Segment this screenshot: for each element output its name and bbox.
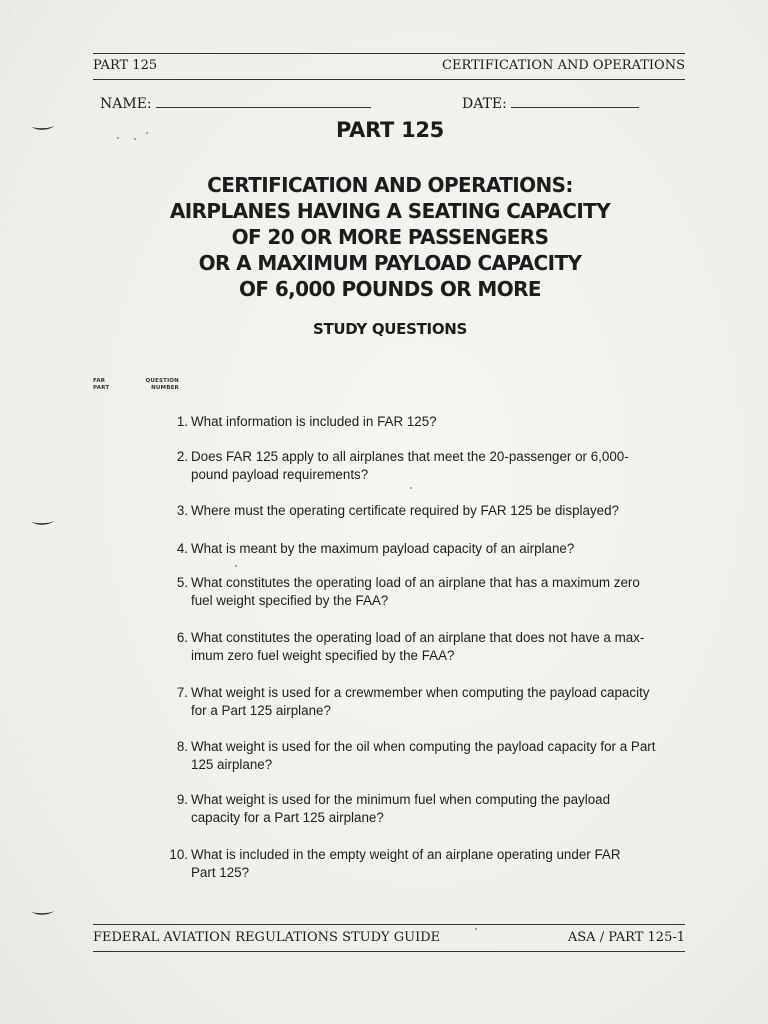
question-number: 2. — [176, 449, 188, 464]
question-line: imum zero fuel weight specified by the FAA? — [191, 648, 455, 663]
question-line: capacity for a Part 125 airplane? — [191, 810, 384, 825]
question-number: 3. — [176, 503, 188, 518]
date-blank-line[interactable] — [511, 95, 639, 108]
column-header-line: QUESTION — [145, 378, 179, 384]
scan-speck — [410, 487, 412, 489]
column-header-line: FAR — [93, 378, 106, 384]
question-line: What weight is used for a crewmember when computing the payload capacity — [191, 685, 650, 700]
question-text — [191, 738, 686, 774]
binder-hole-mark — [30, 519, 56, 529]
question-line: What weight is used for the minimum fuel when computing the payload — [191, 792, 611, 807]
question-text — [191, 574, 686, 610]
question-line: Where must the operating certificate required by FAR 125 be displayed? — [191, 503, 619, 518]
column-header-line: PART — [93, 385, 110, 391]
title-line: OF 20 OR MORE PASSENGERS — [231, 225, 549, 249]
far-part-column-header — [93, 378, 109, 392]
question-text — [191, 448, 686, 484]
name-label: NAME: — [100, 96, 152, 112]
column-header-line: NUMBER — [151, 385, 179, 391]
question-text — [191, 846, 686, 882]
title-line: CERTIFICATION AND OPERATIONS: — [207, 173, 573, 197]
question-text — [191, 502, 686, 520]
name-blank-line[interactable] — [156, 95, 371, 108]
question-line: fuel weight specified by the FAA? — [191, 593, 389, 608]
question-number: 4. — [176, 541, 188, 556]
document-title — [0, 172, 768, 302]
date-label: DATE: — [462, 96, 507, 112]
question-line: Part 125? — [191, 865, 250, 880]
question-line: What is included in the empty weight of an airplane operating under FAR — [191, 847, 621, 862]
footer-top-rule — [93, 924, 685, 925]
question-number: 5. — [176, 575, 188, 590]
question-number: 1. — [176, 414, 188, 429]
running-head-right: CERTIFICATION AND OPERATIONS — [442, 58, 685, 73]
question-text — [191, 413, 686, 431]
page-footer — [93, 930, 685, 950]
question-line: pound payload requirements? — [191, 467, 369, 482]
question-number: 10. — [169, 847, 188, 862]
question-number: 9. — [176, 792, 188, 807]
question-text — [191, 791, 686, 827]
question-number: 6. — [176, 630, 188, 645]
question-text — [191, 684, 686, 720]
question-number: 8. — [176, 739, 188, 754]
question-line: What information is included in FAR 125? — [191, 414, 437, 429]
question-number-column-header — [145, 378, 179, 392]
question-text — [191, 540, 686, 558]
question-line: for a Part 125 airplane? — [191, 703, 331, 718]
question-line: 125 airplane? — [191, 757, 273, 772]
question-line: What constitutes the operating load of an airplane that does not have a max- — [191, 630, 645, 645]
top-rule — [93, 53, 685, 54]
question-line: What weight is used for the oil when computing the payload capacity for a Part — [191, 739, 656, 754]
page-number: ASA / PART 125-1 — [567, 930, 685, 945]
question-number: 7. — [176, 685, 188, 700]
footer-title: FEDERAL AVIATION REGULATIONS STUDY GUIDE — [93, 930, 441, 945]
question-line: What is meant by the maximum payload capacity of an airplane? — [191, 541, 575, 556]
question-line: Does FAR 125 apply to all airplanes that meet the 20-passenger or 6,000- — [191, 449, 629, 464]
name-field — [100, 95, 371, 112]
section-subtitle: STUDY QUESTIONS — [312, 320, 468, 338]
binder-hole-mark — [30, 909, 56, 919]
scan-speck — [235, 565, 237, 567]
date-field — [462, 95, 639, 112]
running-head-rule — [93, 79, 685, 80]
title-line: AIRPLANES HAVING A SEATING CAPACITY — [169, 199, 611, 223]
running-head-left: PART 125 — [93, 58, 158, 73]
question-text — [191, 629, 686, 665]
part-title: PART 125 — [335, 118, 444, 142]
title-line: OR A MAXIMUM PAYLOAD CAPACITY — [198, 251, 582, 275]
question-line: What constitutes the operating load of an airplane that has a maximum zero — [191, 575, 640, 590]
title-line: OF 6,000 POUNDS OR MORE — [239, 277, 541, 301]
running-head — [93, 58, 685, 78]
footer-bottom-rule — [93, 951, 685, 952]
